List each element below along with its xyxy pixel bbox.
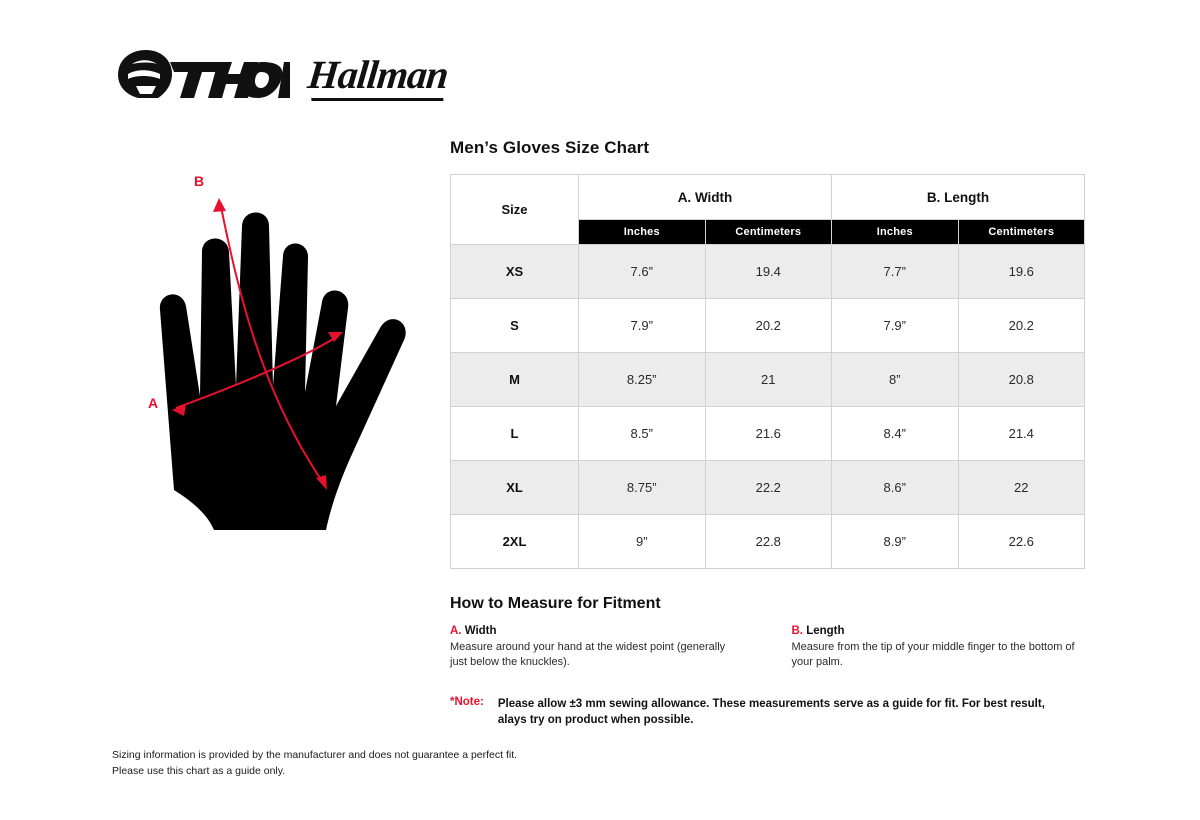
cell-length-inches: 8.9” — [832, 515, 959, 569]
cell-width-cm: 22.2 — [705, 461, 832, 515]
cell-length-cm: 20.2 — [958, 299, 1085, 353]
table-body — [451, 245, 1085, 569]
table-head — [451, 175, 1085, 245]
cell-length-cm: 20.8 — [958, 353, 1085, 407]
table-row — [451, 461, 1085, 515]
howto-width-block — [450, 625, 744, 670]
cell-width-inches: 7.6” — [579, 245, 706, 299]
header-length-centimeters: Centimeters — [958, 220, 1085, 245]
table-row — [451, 407, 1085, 461]
thor-logo — [112, 48, 290, 102]
howto-length-heading — [792, 625, 1086, 637]
cell-width-inches: 8.25” — [579, 353, 706, 407]
howto-length-text: Measure from the tip of your middle finger to the bottom of your palm. — [791, 641, 1075, 668]
table-row — [451, 353, 1085, 407]
cell-width-inches: 9” — [579, 515, 706, 569]
cell-size: XL — [451, 461, 579, 515]
header-width-inches: Inches — [579, 220, 706, 245]
cell-length-cm: 22.6 — [958, 515, 1085, 569]
hand-measurement-diagram — [110, 160, 430, 560]
cell-length-cm: 19.6 — [958, 245, 1085, 299]
cell-width-inches: 8.75” — [579, 461, 706, 515]
howto-length-letter: B. — [791, 625, 803, 637]
hand-illustration — [110, 160, 430, 560]
table-row — [451, 515, 1085, 569]
cell-length-inches: 8” — [832, 353, 959, 407]
table-row — [451, 245, 1085, 299]
howto-width-heading — [450, 625, 744, 637]
cell-length-cm: 22 — [958, 461, 1085, 515]
cell-size: S — [451, 299, 579, 353]
cell-width-cm: 19.4 — [705, 245, 832, 299]
header-width-centimeters: Centimeters — [705, 220, 832, 245]
cell-length-inches: 7.9” — [832, 299, 959, 353]
footer-disclaimer — [112, 748, 517, 780]
cell-length-inches: 7.7” — [832, 245, 959, 299]
cell-size: L — [451, 407, 579, 461]
thor-logo-mark — [112, 48, 290, 102]
note-text: Please allow ±3 mm sewing allowance. These measurements serve as a guide for fit. For best result, alays try on product when possible. — [497, 697, 1045, 727]
cell-width-cm: 21.6 — [705, 407, 832, 461]
cell-length-inches: 8.4” — [832, 407, 959, 461]
header-group-width: A. Width — [579, 175, 832, 220]
howto-columns — [450, 625, 1085, 670]
header-length-inches: Inches — [832, 220, 959, 245]
diagram-label-b: B — [194, 173, 205, 189]
howto-title: How to Measure for Fitment — [450, 595, 661, 612]
header-size: Size — [451, 175, 579, 245]
cell-length-cm: 21.4 — [958, 407, 1085, 461]
brand-logos — [112, 48, 451, 102]
size-chart-table — [450, 174, 1085, 569]
cell-width-inches: 8.5” — [579, 407, 706, 461]
header-group-length: B. Length — [832, 175, 1085, 220]
cell-width-cm: 21 — [705, 353, 832, 407]
page-title: Men’s Gloves Size Chart — [450, 138, 650, 157]
cell-length-inches: 8.6” — [832, 461, 959, 515]
cell-size: XS — [451, 245, 579, 299]
footer-line-1: Sizing information is provided by the manufacturer and does not guarantee a perfect fit. — [112, 749, 518, 761]
cell-width-cm: 20.2 — [705, 299, 832, 353]
footer-line-2: Please use this chart as a guide only. — [112, 764, 286, 777]
cell-size: M — [451, 353, 579, 407]
size-chart-section — [450, 138, 1085, 729]
howto-width-text: Measure around your hand at the widest point (generally just below the knuckles). — [450, 641, 726, 668]
howto-length-block — [792, 625, 1086, 670]
diagram-label-a: A — [148, 395, 159, 411]
howto-length-name: Length — [803, 625, 845, 637]
note-row — [450, 696, 1085, 729]
table-header-row-groups — [451, 175, 1085, 220]
cell-width-cm: 22.8 — [705, 515, 832, 569]
cell-width-inches: 7.9” — [579, 299, 706, 353]
howto-width-name: Width — [461, 625, 497, 637]
hallman-logo: Hallman — [305, 52, 451, 97]
note-label: *Note: — [450, 695, 484, 708]
table-row — [451, 299, 1085, 353]
cell-size: 2XL — [451, 515, 579, 569]
howto-width-letter: A. — [450, 625, 462, 637]
